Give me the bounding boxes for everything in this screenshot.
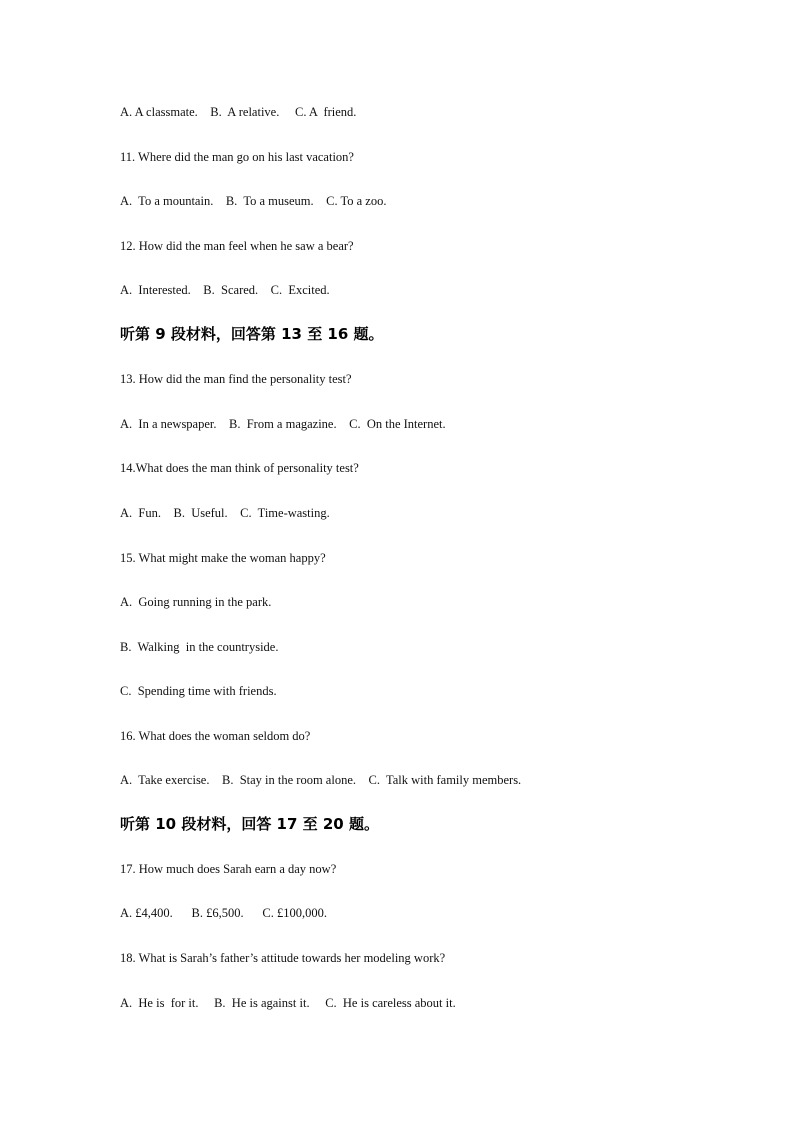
question-12: 12. How did the man feel when he saw a bear?: [120, 239, 354, 253]
question-18: 18. What is Sarah’s father’s attitude towards her modeling work?: [120, 951, 446, 965]
answer-options-11: A. To a mountain. B. To a museum. C. To a zoo.: [120, 194, 387, 208]
answer-options-13: A. In a newspaper. B. From a magazine. C. On the Internet.: [120, 417, 446, 431]
section-heading-passage-10: 听第 10 段材料，回答 17 至 20 题。: [120, 815, 379, 833]
section-heading-passage-9: 听第 9 段材料，回答第 13 至 16 题。: [120, 325, 384, 343]
answer-options-12: A. Interested. B. Scared. C. Excited.: [120, 283, 330, 297]
question-11: 11. Where did the man go on his last vacation?: [120, 150, 354, 164]
answer-option-15b: B. Walking in the countryside.: [120, 640, 279, 654]
answer-option-15c: C. Spending time with friends.: [120, 684, 277, 698]
answer-option-15a: A. Going running in the park.: [120, 595, 272, 609]
question-15: 15. What might make the woman happy?: [120, 551, 326, 565]
question-14: 14.What does the man think of personality test?: [120, 461, 359, 475]
answer-options-17: A. £4,400. B. £6,500. C. £100,000.: [120, 906, 327, 920]
answer-options-14: A. Fun. B. Useful. C. Time-wasting.: [120, 506, 330, 520]
answer-options-10: A. A classmate. B. A relative. C. A friend.: [120, 105, 357, 119]
answer-options-16: A. Take exercise. B. Stay in the room alone. C. Talk with family members.: [120, 773, 522, 787]
question-16: 16. What does the woman seldom do?: [120, 729, 311, 743]
answer-options-18: A. He is for it. B. He is against it. C. He is careless about it.: [120, 996, 456, 1010]
question-17: 17. How much does Sarah earn a day now?: [120, 862, 337, 876]
question-13: 13. How did the man find the personality test?: [120, 372, 352, 386]
